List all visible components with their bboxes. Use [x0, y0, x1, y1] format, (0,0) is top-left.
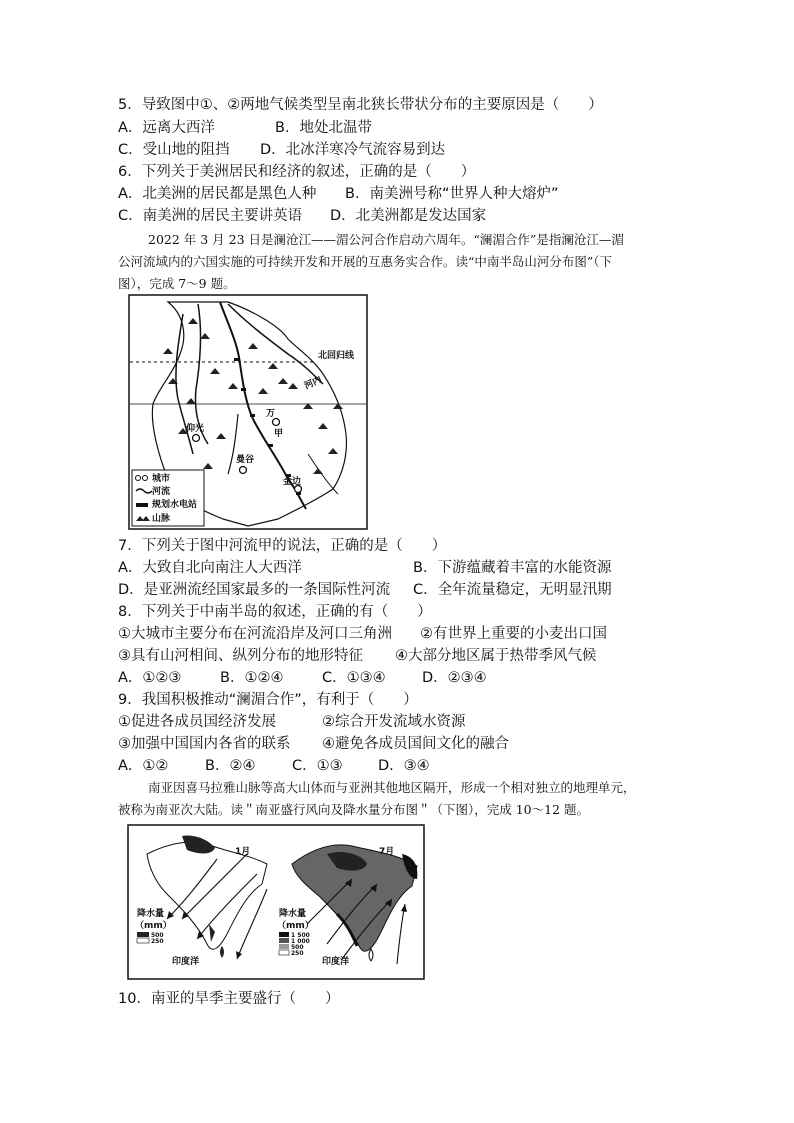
river-jia-label: 甲	[274, 429, 284, 439]
q9-option-d: D．③④	[378, 758, 430, 774]
q8-statement-1: ①大城市主要分布在河流沿岸及河口三角洲	[118, 626, 392, 642]
jan-label: 1月	[235, 847, 251, 857]
q6-option-a: A．北美洲的居民都是黑色人种	[118, 186, 317, 202]
jul-legend-250: 250	[291, 950, 304, 957]
city-label-wan: 万	[266, 409, 276, 419]
jul-legend-1500: 1 500	[291, 932, 310, 939]
q5-option-d: D．北冰洋寒冷气流容易到达	[260, 142, 446, 158]
q8-statement-2: ②有世界上重要的小麦出口国	[420, 626, 607, 642]
q10-stem: 10．南亚的旱季主要盛行（ ）	[118, 991, 340, 1007]
passage1-line2: 公河流域内的六国实施的可持续开发和开展的互惠务实合作。读“中南半岛山河分布图”（下	[118, 254, 613, 269]
q5-option-c: C．受山地的阻挡	[118, 142, 230, 158]
legend-mountain: 山脉	[152, 514, 171, 524]
q7-option-b: B．下游蕴藏着丰富的水能资源	[413, 560, 612, 576]
q9-statement-3: ③加强中国国内各省的联系	[118, 736, 291, 752]
jan-legend-250: 250	[151, 938, 164, 945]
q6-stem: 6．下列关于美洲居民和经济的叙述，正确的是（ ）	[118, 164, 476, 180]
q7-option-a: A．大致自北向南注人大西洋	[118, 560, 302, 576]
q9-statement-2: ②综合开发流域水资源	[322, 714, 466, 730]
q6-option-d: D．北美洲都是发达国家	[330, 208, 487, 224]
q8-option-b: B．①②④	[220, 670, 284, 686]
q9-option-a: A．①②	[118, 758, 169, 774]
jan-unit-label: （mm）	[135, 921, 172, 931]
jul-ocean-label: 印度洋	[322, 957, 350, 967]
jul-precip-label: 降水量	[279, 909, 307, 919]
city-label-yangon: 仰光	[186, 424, 205, 434]
jul-label: 7月	[379, 847, 395, 857]
passage2-line2: 被称为南亚次大陆。读＂南亚盛行风向及降水量分布图＂（下图），完成 10～12 题。	[118, 802, 590, 817]
river-label: 河内	[303, 375, 324, 392]
q8-option-c: C．①③④	[322, 670, 386, 686]
passage1-line1: 2022 年 3 月 23 日是澜沧江——湄公河合作启动六周年。“澜湄合作”是指澜沧江—湄	[148, 232, 624, 247]
jul-legend-500: 500	[291, 944, 304, 951]
q9-statement-1: ①促进各成员国经济发展	[118, 714, 276, 730]
q9-statement-4: ④避免各成员国间文化的融合	[322, 736, 509, 752]
jan-ocean-label: 印度洋	[172, 957, 200, 967]
q8-option-d: D．②③④	[422, 670, 487, 686]
jan-legend-500: 500	[151, 932, 164, 939]
tropic-label: 北回归线	[318, 351, 355, 361]
city-label-phnompenh: 金边	[283, 477, 302, 487]
indochina-map	[128, 294, 368, 530]
q9-option-b: B．②④	[205, 758, 256, 774]
south-asia-map	[127, 824, 425, 980]
jul-unit-label: （mm）	[277, 921, 314, 931]
q7-option-c: C．全年流量稳定，无明显汛期	[413, 582, 612, 598]
q6-option-c: C．南美洲的居民主要讲英语	[118, 208, 303, 224]
passage1-line3: 图），完成 7～9 题。	[118, 276, 236, 291]
q9-stem: 9．我国积极推动“澜湄合作”，有利于（ ）	[118, 692, 418, 708]
q8-statement-4: ④大部分地区属于热带季风气候	[395, 648, 597, 664]
q8-option-a: A．①②③	[118, 670, 182, 686]
legend-city: 城市	[152, 474, 171, 484]
city-label-bangkok: 曼谷	[236, 455, 255, 465]
q5-stem: 5．导致图中①、②两地气候类型呈南北狭长带状分布的主要原因是（ ）	[118, 97, 603, 113]
q9-option-c: C．①③	[292, 758, 343, 774]
q7-stem: 7．下列关于图中河流甲的说法，正确的是（ ）	[118, 538, 447, 554]
jan-precip-label: 降水量	[137, 909, 165, 919]
q6-option-b: B．南美洲号称“世界人种大熔炉”	[345, 186, 559, 202]
jul-legend-1000: 1 000	[291, 938, 310, 945]
legend-river: 河流	[152, 487, 171, 497]
q5-option-a: A．远离大西洋	[118, 120, 215, 136]
q8-stem: 8．下列关于中南半岛的叙述，正确的有（ ）	[118, 604, 432, 620]
q7-option-d: D．是亚洲流经国家最多的一条国际性河流	[118, 582, 391, 598]
legend-dam: 规划水电站	[152, 500, 198, 510]
q5-option-b: B．地处北温带	[275, 120, 372, 136]
passage2-line1: 南亚因喜马拉雅山脉等高大山体而与亚洲其他地区隔开，形成一个相对独立的地理单元，	[148, 780, 636, 795]
q8-statement-3: ③具有山河相间、纵列分布的地形特征	[118, 648, 363, 664]
